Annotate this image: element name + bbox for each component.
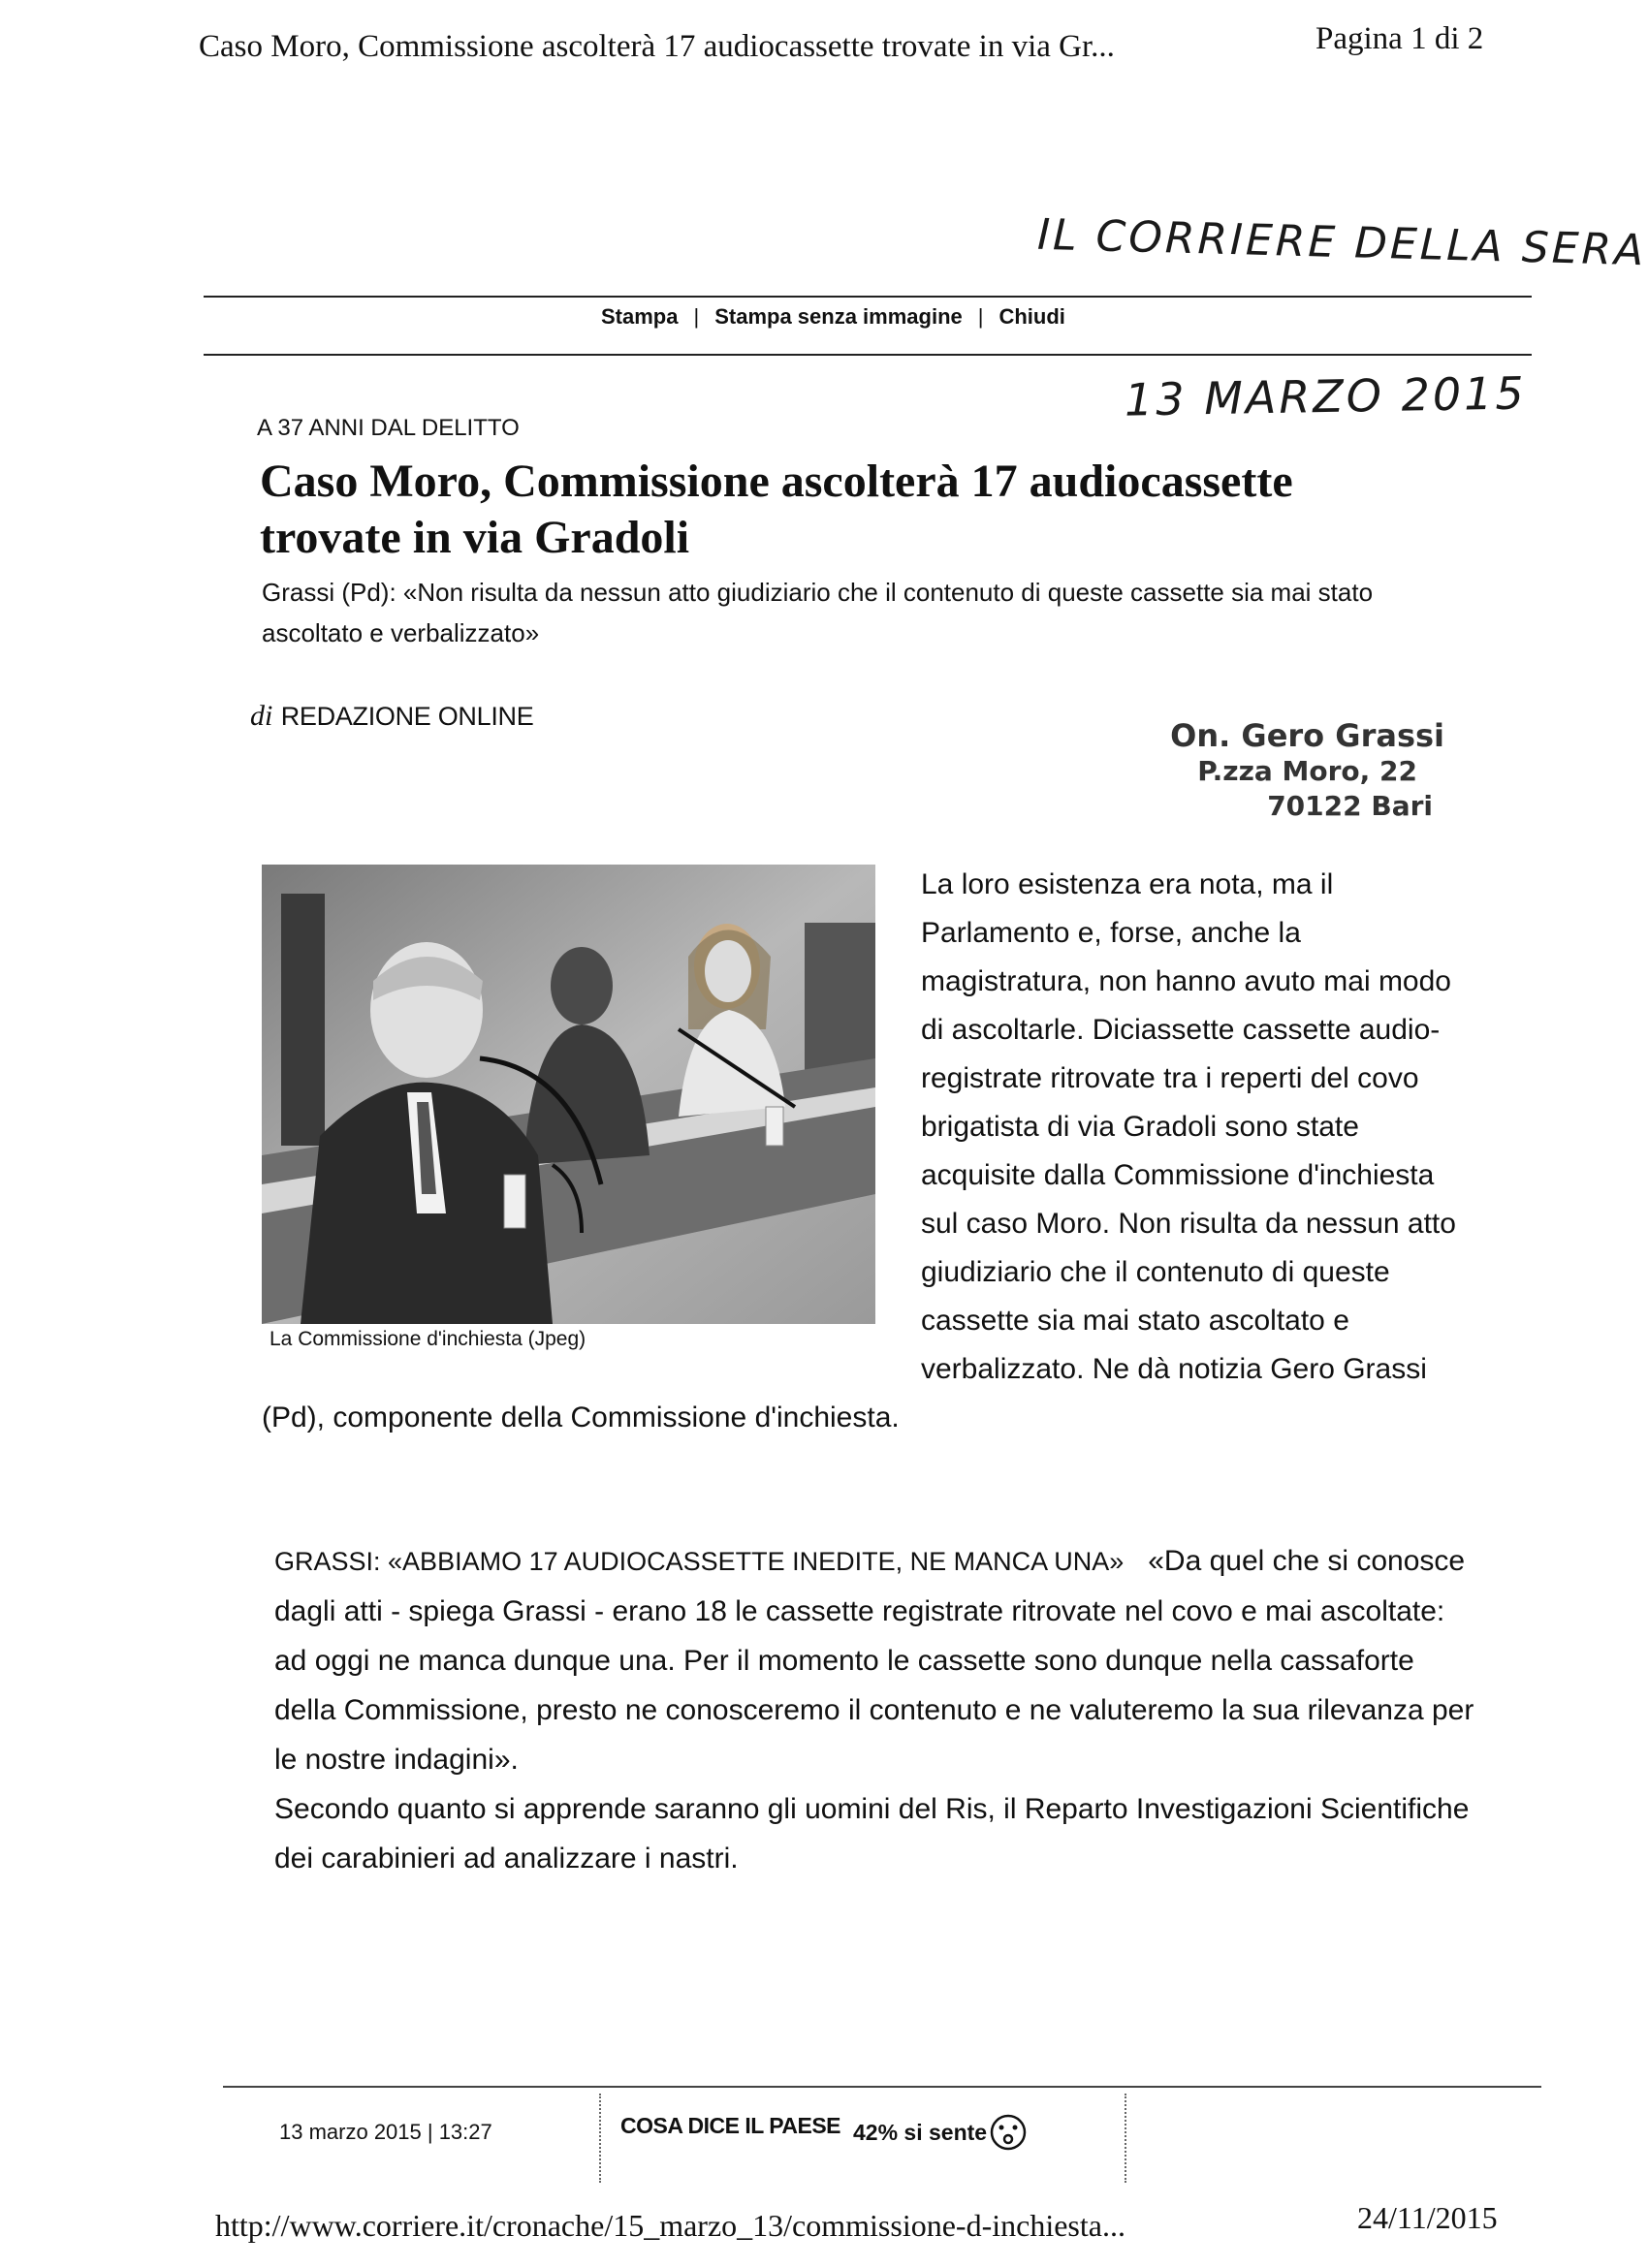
byline-prefix: di <box>250 700 273 732</box>
stamp-name: On. Gero Grassi <box>1170 717 1444 754</box>
paragraph-3-text: Secondo quanto si apprende saranno gli uomini del Ris, il Reparto Investigazioni Scientifiche dei carabinieri ad analizzare i nastri. <box>274 1793 1470 1874</box>
article-section <box>274 1536 1476 1883</box>
article-subheadline: Grassi (Pd): «Non risulta da nessun atto giudiziario che il contenuto di queste cassette sia mai stato ascoltato e verbalizzato» <box>262 578 1374 647</box>
print-source-url: http://www.corriere.it/cronache/15_marzo_13/commissione-d-inchiesta... <box>215 2208 1125 2243</box>
address-stamp <box>1095 717 1444 824</box>
close-button[interactable]: Chiudi <box>998 304 1065 329</box>
toolbar-bottom-rule <box>204 354 1532 356</box>
footer-rule <box>223 2086 1541 2088</box>
handwritten-date-note: 13 MARZO 2015 <box>1124 366 1528 426</box>
toolbar-separator: | <box>693 304 700 329</box>
byline <box>250 700 533 733</box>
print-page-title: Caso Moro, Commissione ascolterà 17 audiocassette trovate in via Gr... <box>199 29 1115 64</box>
paragraph-1-text: La loro esistenza era nota, ma il Parlamento e, forse, anche la magistratura, non hanno avuto mai modo di ascoltarle. Diciassette cassette audio-registrate ritrovate tra i reperti del covo brigatista di via Gradoli sono state acquisite dalla Commissione d'inchiesta sul caso Moro. Non risulta da nessun atto giudiziario che il contenuto di queste cassette sia mai stato ascoltato e verbalizzato. Ne dà notizia Gero Grassi (Pd), componente della Commissione d'inchiesta. <box>262 868 1456 1433</box>
footer-timestamp: 13 marzo 2015 | 13:27 <box>279 2120 492 2144</box>
footer-section-link[interactable]: COSA DICE IL PAESE <box>620 2113 841 2138</box>
print-date: 24/11/2015 <box>1357 2200 1498 2235</box>
handwritten-source-note: IL CORRIERE DELLA SERA <box>1036 209 1647 276</box>
paragraph-2-text: «Da quel che si conosce dagli atti - spiega Grassi - erano 18 le cassette registrate ritrovate nel covo e mai ascoltate: ad oggi ne manca dunque una. Per il momento le cassette sono dunque nella cassaforte della Commissione, presto ne conosceremo il contenuto e ne valuteremo la sua rilevanza per le nostre indagini». <box>274 1545 1474 1776</box>
article-kicker: A 37 ANNI DAL DELITTO <box>257 415 520 441</box>
footer-divider <box>599 2094 601 2183</box>
footer-mood-poll[interactable] <box>853 2113 1028 2152</box>
footer-divider <box>1125 2094 1126 2183</box>
stamp-city: 70122 Bari <box>1267 790 1433 822</box>
print-button[interactable]: Stampa <box>601 304 679 329</box>
article-paragraph-1 <box>262 861 1464 1442</box>
surprised-face-icon <box>989 2113 1028 2152</box>
article-headline: Caso Moro, Commissione ascolterà 17 audiocassette trovate in via Gradoli <box>260 456 1293 563</box>
print-toolbar <box>601 304 1065 330</box>
mood-text: 42% si sente <box>853 2119 988 2145</box>
page-number: Pagina 1 di 2 <box>1315 21 1484 56</box>
toolbar-top-rule <box>204 296 1532 298</box>
toolbar-separator: | <box>977 304 984 329</box>
byline-author: REDAZIONE ONLINE <box>280 702 534 731</box>
stamp-street: P.zza Moro, 22 <box>1197 755 1417 787</box>
print-without-image-button[interactable]: Stampa senza immagine <box>714 304 963 329</box>
section-heading: GRASSI: «ABBIAMO 17 AUDIOCASSETTE INEDITE, NE MANCA UNA» <box>274 1547 1125 1576</box>
photo-caption: La Commissione d'inchiesta (Jpeg) <box>269 1328 586 1350</box>
